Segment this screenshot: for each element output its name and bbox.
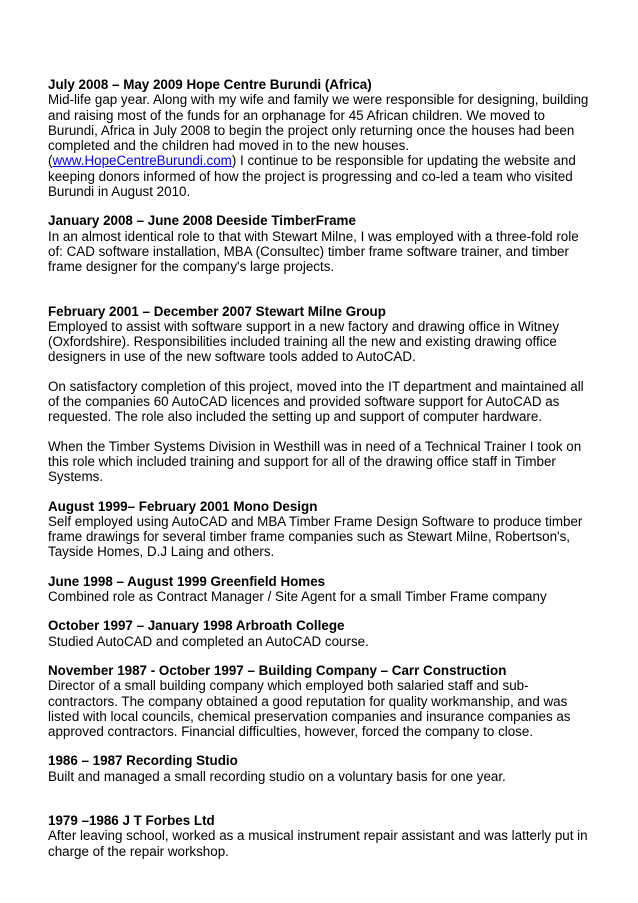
- entry-text: After leaving school, worked as a musical instrument repair assistant and was latterly put in charge of the repair workshop.: [48, 828, 588, 859]
- entry-recording-studio: [48, 753, 596, 784]
- entry-greenfield: [48, 574, 596, 605]
- entry-paragraph: Employed to assist with software support in a new factory and drawing office in Witney (Oxfordshire). Responsibilities included training all the new and existing drawing office designers in use of the new software tools added to AutoCAD.: [48, 318, 560, 365]
- entry-paragraph: When the Timber Systems Division in Westhill was in need of a Technical Trainer I took on this role which included training and support for all of the drawing office staff in Timber Systems.: [48, 438, 582, 485]
- entry-text: Built and managed a small recording studio on a voluntary basis for one year.: [48, 768, 506, 784]
- entry-title: November 1987 - October 1997 – Building Company – Carr Construction: [48, 662, 507, 678]
- entry-text: In an almost identical role to that with Stewart Milne, I was employed with a three-fold role of: CAD software installation, MBA (Consultec) timber frame software trainer, and timber frame designer for the company's large projects.: [48, 228, 579, 275]
- entry-title: July 2008 – May 2009 Hope Centre Burundi (Africa): [48, 77, 372, 92]
- hope-centre-website-link[interactable]: www.HopeCentreBurundi.com: [52, 153, 232, 169]
- entry-deeside: [48, 213, 596, 274]
- entry-title: October 1997 – January 1998 Arbroath College: [48, 618, 345, 634]
- entry-text: Self employed using AutoCAD and MBA Timber Frame Design Software to produce timber frame drawings for several timber frame companies such as Stewart Milne, Robertson's, Tayside Homes, D.J Laing and others.: [48, 513, 583, 560]
- entry-text-after-link: ) I continue to be responsible for updating the website and keeping donors informed of how the project is progressing and co-led a team who visited Burundi in August 2010.: [48, 153, 576, 200]
- entry-text-before-link: Mid-life gap year. Along with my wife and family we were responsible for designing, building and raising most of the funds for an orphanage for 45 African children. We moved to Burundi, Africa in July 2008 to begin the project only returning once the houses had been completed and the children had moved in to the new houses. (: [48, 92, 589, 169]
- entry-paragraph: On satisfactory completion of this project, moved into the IT department and maintained all of the companies 60 AutoCAD licences and provided software support for AutoCAD as requested. The role also included the setting up and support of computer hardware.: [48, 378, 584, 425]
- entry-stewart-milne: [48, 304, 596, 485]
- entry-arbroath: [48, 618, 596, 649]
- entry-jt-forbes: [48, 813, 596, 859]
- entry-title: 1986 – 1987 Recording Studio: [48, 753, 238, 769]
- entry-mono-design: [48, 499, 596, 560]
- entry-title: June 1998 – August 1999 Greenfield Homes: [48, 573, 326, 589]
- entry-text: Studied AutoCAD and completed an AutoCAD course.: [48, 633, 369, 649]
- entry-title: 1979 –1986 J T Forbes Ltd: [48, 812, 215, 828]
- entry-title: January 2008 – June 2008 Deeside TimberFrame: [48, 213, 356, 229]
- entry-text: Director of a small building company which employed both salaried staff and sub-contractors. The company obtained a good reputation for quality workmanship, and was listed with local councils, chemical preservation companies and insurance companies as approved contractors. Financial difficulties, however, forced the company to close.: [48, 678, 571, 740]
- entry-hope-centre: [48, 77, 596, 199]
- entry-title: August 1999– February 2001 Mono Design: [48, 498, 318, 514]
- entry-text: Combined role as Contract Manager / Site Agent for a small Timber Frame company: [48, 589, 547, 605]
- entry-carr-construction: [48, 663, 596, 739]
- entry-title: February 2001 – December 2007 Stewart Milne Group: [48, 303, 386, 319]
- entry-text: [48, 92, 596, 199]
- cv-page: [48, 77, 596, 859]
